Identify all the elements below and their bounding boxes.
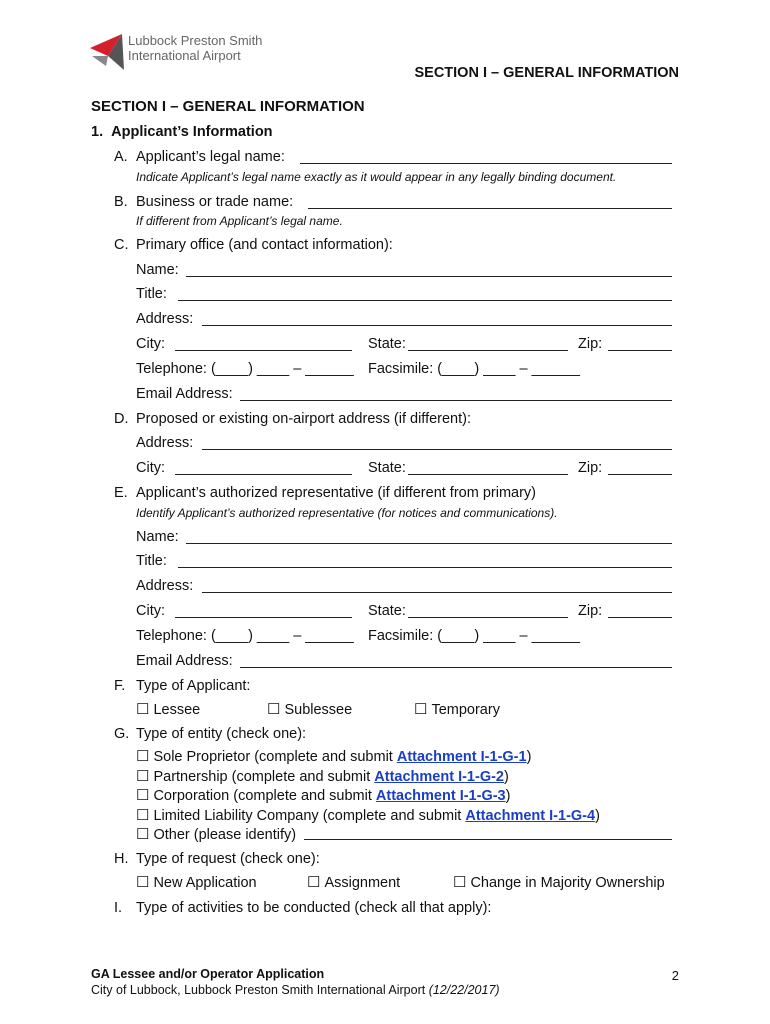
d-state-label: State: [368,460,406,476]
e-name-field[interactable] [186,529,672,544]
e-zip-label: Zip: [578,603,603,619]
c-state-field[interactable] [408,336,568,351]
option-label: Other (please identify) [153,827,297,843]
representative-label: Applicant’s authorized representative (if different from primary) [136,485,537,501]
e-name-label: Name: [136,529,179,545]
section-subtitle: 1. Applicant’s Information [91,124,273,140]
section-title: SECTION I – GENERAL INFORMATION [91,98,365,115]
checkbox-icon[interactable]: ☐ [307,874,321,891]
option-label: Temporary [431,702,500,718]
option-lessee[interactable] [136,700,200,718]
d-zip-label: Zip: [578,460,603,476]
attachment-link-4[interactable]: Attachment I-1-G-4 [465,808,596,824]
option-new-application[interactable] [136,873,257,891]
e-email-field[interactable] [240,653,672,668]
e-address-field[interactable] [202,578,672,593]
checkbox-icon[interactable]: ☐ [136,807,150,824]
checkbox-icon[interactable]: ☐ [136,701,150,718]
option-label: Limited Liability Company (complete and submit [153,808,466,824]
checkbox-icon[interactable]: ☐ [453,874,467,891]
item-letter-h: H. [114,851,129,867]
option-sublessee[interactable] [267,700,352,718]
option-label: Lessee [153,702,201,718]
footer-date: (12/22/2017) [428,983,500,997]
close-paren: ) [505,788,511,804]
item-letter-e: E. [114,485,128,501]
checkbox-icon[interactable]: ☐ [136,768,150,785]
page-number: 2 [671,968,679,983]
option-label: Sole Proprietor (complete and submit [153,749,397,765]
option-other[interactable] [136,825,296,843]
footer [91,966,500,998]
applicant-type-label: Type of Applicant: [136,678,251,694]
checkbox-icon[interactable]: ☐ [136,787,150,804]
c-telephone-field[interactable]: Telephone: (____) ____ – ______ [136,361,354,377]
footer-org: City of Lubbock, Lubbock Preston Smith International Airport [91,983,429,997]
header-section-title: SECTION I – GENERAL INFORMATION [414,65,679,81]
checkbox-icon[interactable]: ☐ [136,874,150,891]
option-label: Partnership (complete and submit [153,769,375,785]
on-airport-address-label: Proposed or existing on-airport address (if different): [136,411,472,427]
c-title-label: Title: [136,286,167,302]
close-paren: ) [595,808,600,824]
logo-line-2: International Airport [128,48,241,63]
checkbox-icon[interactable]: ☐ [414,701,428,718]
attachment-link-1[interactable]: Attachment I-1-G-1 [396,749,527,765]
option-temporary[interactable] [414,700,500,718]
d-address-field[interactable] [202,435,672,450]
logo-line-1: Lubbock Preston Smith [128,33,263,48]
e-zip-field[interactable] [608,603,672,618]
item-letter-f: F. [114,678,126,694]
e-telephone-field[interactable]: Telephone: (____) ____ – ______ [136,628,354,644]
c-state-label: State: [368,336,406,352]
c-address-label: Address: [136,311,194,327]
close-paren: ) [526,749,532,765]
item-letter-b: B. [114,194,128,210]
c-name-field[interactable] [186,262,672,277]
option-label: Assignment [324,875,401,891]
trade-name-label: Business or trade name: [136,194,294,210]
item-letter-c: C. [114,237,129,253]
option-llc[interactable] [136,806,600,824]
c-zip-label: Zip: [578,336,603,352]
option-label: Change in Majority Ownership [470,875,665,891]
entity-type-label: Type of entity (check one): [136,726,307,742]
c-zip-field[interactable] [608,336,672,351]
item-letter-a: A. [114,149,128,165]
d-address-label: Address: [136,435,194,451]
item-letter-g: G. [114,726,130,742]
d-city-label: City: [136,460,165,476]
e-address-label: Address: [136,578,194,594]
request-type-label: Type of request (check one): [136,851,320,867]
legal-name-field[interactable] [300,149,672,164]
footer-title: GA Lessee and/or Operator Application [91,967,325,981]
e-state-field[interactable] [408,603,568,618]
legal-name-note: Indicate Applicant’s legal name exactly as it would appear in any legally binding document. [136,170,617,184]
option-sole-proprietor[interactable] [136,747,531,765]
option-partnership[interactable] [136,767,509,785]
e-state-label: State: [368,603,406,619]
d-state-field[interactable] [408,460,568,475]
c-facsimile-field[interactable]: Facsimile: (____) ____ – ______ [368,361,580,377]
option-assignment[interactable] [307,873,400,891]
c-title-field[interactable] [178,286,672,301]
e-title-field[interactable] [178,553,672,568]
option-corporation[interactable] [136,786,510,804]
e-title-label: Title: [136,553,167,569]
item-letter-d: D. [114,411,129,427]
item-letter-i: I. [114,900,123,916]
attachment-link-3[interactable]: Attachment I-1-G-3 [375,788,506,804]
c-address-field[interactable] [202,311,672,326]
e-city-label: City: [136,603,165,619]
d-city-field[interactable] [175,460,352,475]
primary-office-label: Primary office (and contact information): [136,237,393,253]
other-entity-field[interactable] [304,825,672,840]
checkbox-icon[interactable]: ☐ [267,701,281,718]
close-paren: ) [504,769,509,785]
c-city-field[interactable] [175,336,352,351]
option-label: New Application [153,875,257,891]
representative-note: Identify Applicant’s authorized representative (for notices and communications). [136,506,558,520]
logo-text [128,33,262,63]
option-label: Sublessee [284,702,353,718]
e-facsimile-field[interactable]: Facsimile: (____) ____ – ______ [368,628,580,644]
c-email-field[interactable] [240,386,672,401]
checkbox-icon[interactable]: ☐ [136,826,150,843]
legal-name-label: Applicant’s legal name: [136,149,285,165]
option-change-ownership[interactable] [453,873,665,891]
trade-name-field[interactable] [308,194,672,209]
d-zip-field[interactable] [608,460,672,475]
checkbox-icon[interactable]: ☐ [136,748,150,765]
activities-label: Type of activities to be conducted (check all that apply): [136,900,492,916]
e-city-field[interactable] [175,603,352,618]
e-email-label: Email Address: [136,653,233,669]
attachment-link-2[interactable]: Attachment I-1-G-2 [374,769,504,785]
c-name-label: Name: [136,262,179,278]
c-city-label: City: [136,336,165,352]
option-label: Corporation (complete and submit [153,788,376,804]
c-email-label: Email Address: [136,386,233,402]
trade-name-note: If different from Applicant’s legal name. [136,214,343,228]
